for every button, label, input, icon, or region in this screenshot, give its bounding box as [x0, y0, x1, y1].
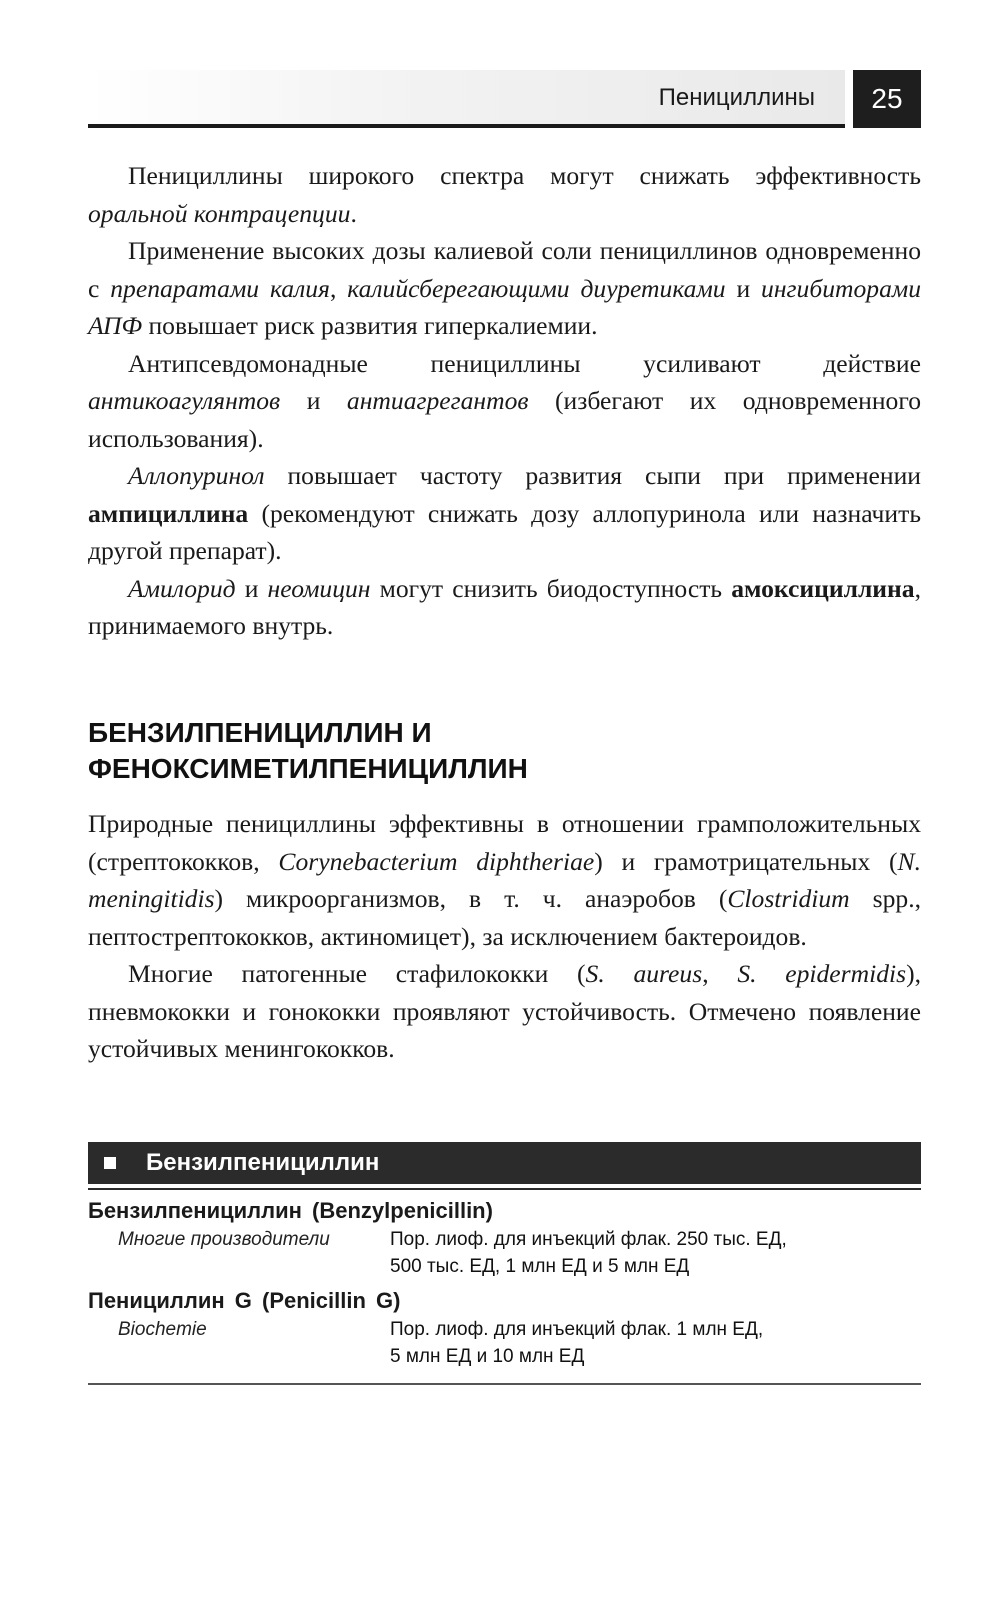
header-band	[88, 70, 845, 128]
drug-row	[88, 1226, 921, 1280]
drug-manufacturer: Многие производители	[118, 1229, 330, 1250]
running-title: Пенициллины	[658, 84, 815, 111]
drug-manufacturer: Biochemie	[118, 1319, 207, 1340]
paragraph: Пенициллины широкого спектра могут снижать эффективность оральной контрацепции.	[88, 161, 921, 228]
drug-name: Пенициллин G (Penicillin G)	[88, 1288, 401, 1313]
paragraph: Применение высоких дозы калиевой соли пенициллинов одновременно с препаратами калия, калийсберегающими диуретиками и ингибиторами АПФ повышает риск развития гиперкалиемии.	[88, 236, 921, 340]
section-heading-line2: ФЕНОКСИМЕТИЛПЕНИЦИЛЛИН	[88, 753, 528, 784]
drug-form-line: Пор. лиоф. для инъекций флак. 250 тыс. ЕД,	[390, 1229, 787, 1250]
drug-form-line: Пор. лиоф. для инъекций флак. 1 млн ЕД,	[390, 1319, 764, 1340]
running-header	[88, 70, 921, 128]
section-text	[88, 805, 921, 1068]
drug-row	[88, 1316, 921, 1370]
drug-form	[390, 1226, 921, 1280]
divider	[88, 1188, 921, 1190]
drug-form-line: 500 тыс. ЕД, 1 млн ЕД и 5 млн ЕД	[390, 1256, 690, 1277]
paragraph: Аллопуринол повышает частоту развития сыпи при применении ампициллина (рекомендуют снижать дозу аллопуринола или назначить другой препарат).	[88, 461, 921, 565]
drug-group-title: Бензилпенициллин	[146, 1149, 380, 1176]
page-number: 25	[853, 70, 921, 128]
drug-entry	[88, 1196, 921, 1280]
drug-form-line: 5 млн ЕД и 10 млн ЕД	[390, 1346, 585, 1367]
drug-name: Бензилпенициллин (Benzylpenicillin)	[88, 1198, 493, 1223]
section-heading-line1: БЕНЗИЛПЕНИЦИЛЛИН И	[88, 717, 432, 748]
paragraph: Природные пенициллины эффективны в отношении грамположительных (стрептококков, Corynebacterium diphtheriae) и грамотрицательных (N. meningitidis) микроорганизмов, в т. ч. анаэробов (Clostridium spp., пептострептококков, актиномицет), за исключением бактероидов.	[88, 809, 922, 951]
section-heading	[88, 715, 921, 787]
drug-form	[390, 1316, 921, 1370]
drug-entry	[88, 1286, 921, 1370]
paragraph: Антипсевдомонадные пенициллины усиливают действие антикоагулянтов и антиагрегантов (избегают их одновременного использования).	[88, 348, 921, 453]
paragraph: Амилорид и неомицин могут снизить биодоступность амоксициллина, принимаемого внутрь.	[88, 573, 921, 640]
intro-text	[88, 157, 921, 645]
square-bullet-icon	[104, 1157, 116, 1169]
divider	[88, 1383, 921, 1385]
drug-table	[88, 1196, 921, 1376]
drug-group-bar	[88, 1142, 921, 1184]
paragraph: Многие патогенные стафилококки (S. aureus, S. epidermidis), пневмококки и гонококки проявляют устойчивость. Отмечено появление устойчивых менингококков.	[88, 959, 921, 1063]
